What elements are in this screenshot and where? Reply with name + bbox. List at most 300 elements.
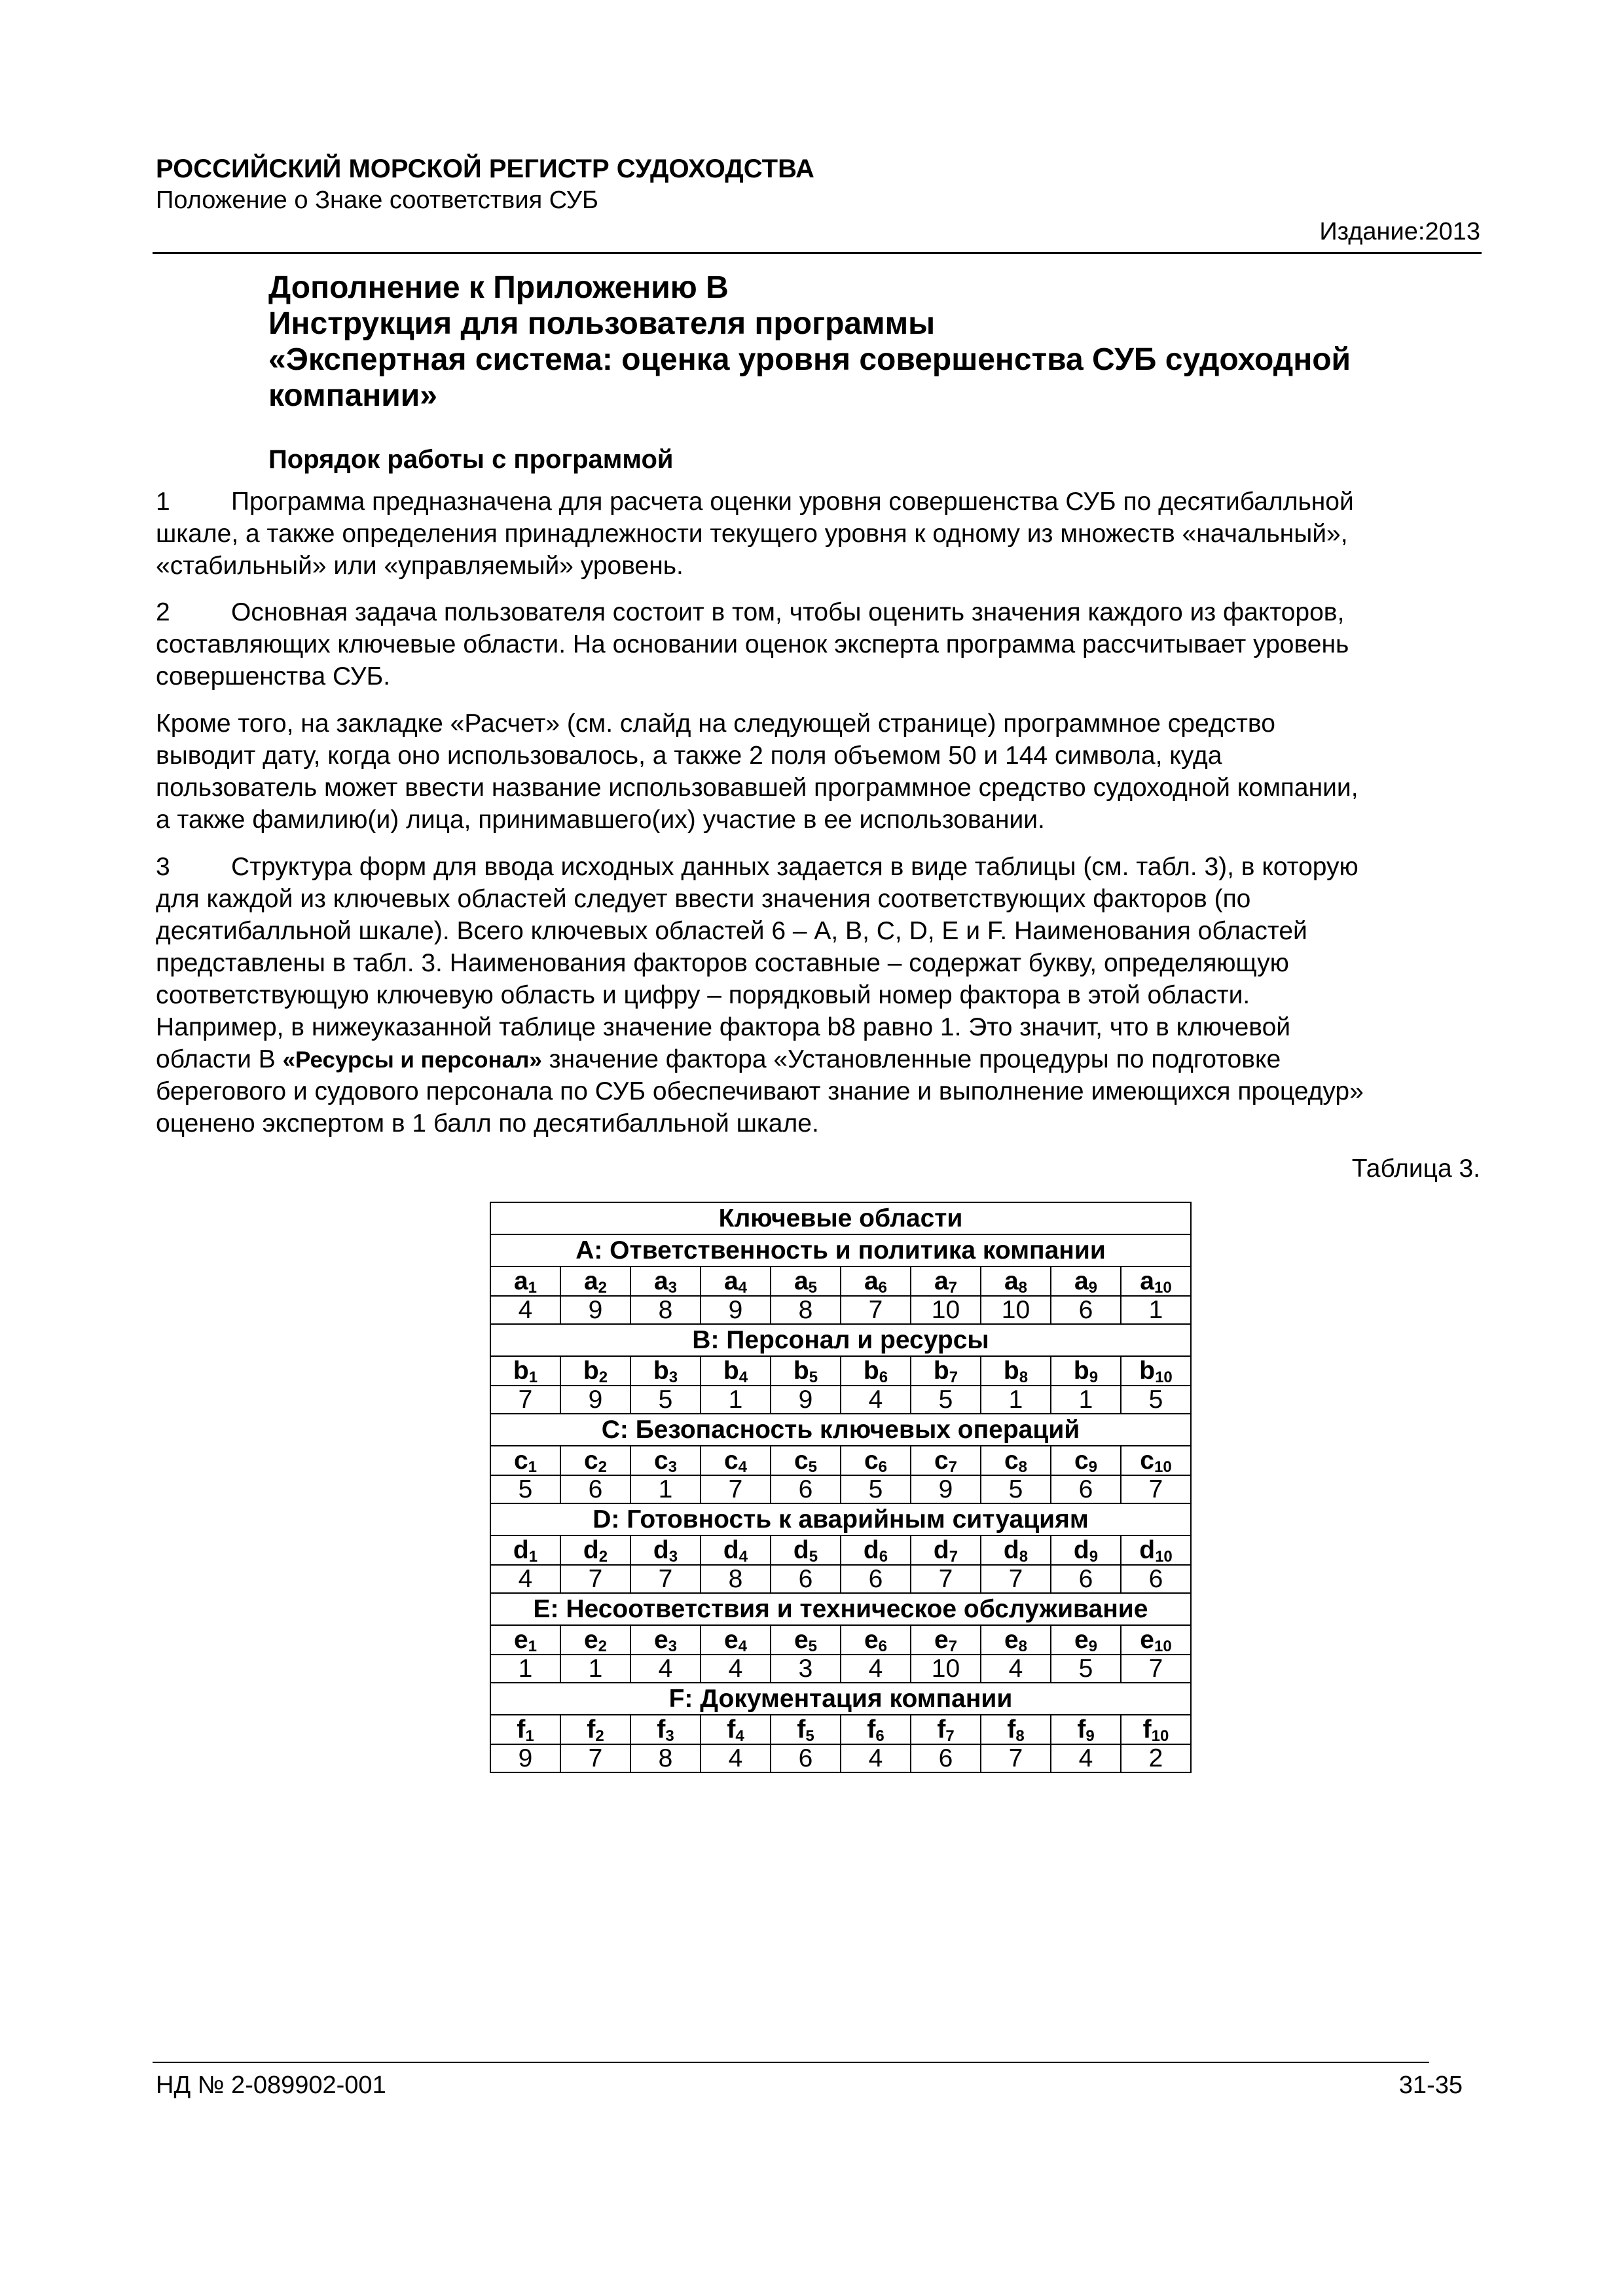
title-line: «Экспертная система: оценка уровня совершенства СУБ судоходной: [268, 342, 1351, 377]
paragraph-line: представлены в табл. 3. Наименования факторов составные – содержат букву, определяющую: [156, 949, 1289, 977]
factor-index: 8: [1018, 1458, 1028, 1476]
area-title: A: Ответственность и политика компании: [490, 1234, 1191, 1266]
factor-letter: b: [793, 1357, 809, 1385]
factor-index: 10: [1155, 1369, 1173, 1386]
factor-label: [981, 1446, 1051, 1475]
factor-letter: a: [653, 1267, 668, 1295]
factor-label: [630, 1535, 701, 1565]
factor-value-row: [490, 1565, 1191, 1593]
factor-letter: a: [1140, 1267, 1154, 1295]
factor-label: [771, 1535, 841, 1565]
factor-letter: e: [723, 1626, 739, 1654]
factor-label: [1051, 1446, 1121, 1475]
area-title: E: Несоответствия и техническое обслуживание: [490, 1593, 1191, 1625]
area-title: D: Готовность к аварийным ситуациям: [490, 1503, 1191, 1535]
factor-label: [1121, 1715, 1191, 1744]
factor-label: [841, 1356, 911, 1386]
factor-label: [490, 1715, 560, 1744]
factor-letter: b: [583, 1357, 599, 1385]
edition-label: Издание:2013: [1319, 218, 1480, 245]
factor-index: 3: [668, 1458, 678, 1476]
factor-label-row: [490, 1535, 1191, 1565]
area-title: C: Безопасность ключевых операций: [490, 1414, 1191, 1446]
title-line: компании»: [268, 378, 437, 413]
factor-label: [701, 1715, 771, 1744]
factor-index: 1: [528, 1279, 538, 1297]
factor-value: 6: [771, 1744, 841, 1772]
factor-index: 4: [738, 1458, 748, 1476]
table-caption: Таблица 3.: [1351, 1155, 1480, 1183]
paragraph-2: [156, 596, 1485, 692]
factor-index: 6: [875, 1727, 884, 1745]
paragraph-line: Например, в нижеуказанной таблице значение фактора b8 равно 1. Это значит, что в ключевой: [156, 1013, 1291, 1041]
paragraph-line: «стабильный» или «управляемый» уровень.: [156, 552, 684, 580]
factor-label: [1121, 1446, 1191, 1475]
factor-letter: e: [1004, 1626, 1019, 1654]
factor-index: 7: [948, 1458, 958, 1476]
factor-value: 4: [701, 1744, 771, 1772]
table-header-row: [490, 1202, 1191, 1234]
factor-label: [841, 1266, 911, 1296]
factor-label: [1051, 1356, 1121, 1386]
factor-value-row: [490, 1296, 1191, 1324]
factor-value: 7: [911, 1565, 981, 1593]
area-name-bold: «Ресурсы и персонал»: [282, 1047, 542, 1073]
factor-index: 6: [879, 1548, 888, 1566]
factor-value: 1: [630, 1475, 701, 1503]
factor-label: [981, 1625, 1051, 1655]
factor-index: 2: [598, 1279, 608, 1297]
factor-letter: c: [1074, 1446, 1089, 1475]
factor-value: 8: [630, 1296, 701, 1324]
paragraph-line: берегового и судового персонала по СУБ обеспечивают знание и выполнение имеющихся процедур»: [156, 1077, 1364, 1105]
factor-letter: a: [513, 1267, 528, 1295]
factor-index: 2: [598, 1458, 608, 1476]
factor-value: 5: [630, 1386, 701, 1414]
area-title: B: Персонал и ресурсы: [490, 1324, 1191, 1356]
factor-value: 7: [701, 1475, 771, 1503]
area-title-row: [490, 1414, 1191, 1446]
document-number: НД № 2-089902-001: [156, 2072, 386, 2099]
factor-value: 7: [981, 1744, 1051, 1772]
factor-value: 4: [981, 1655, 1051, 1683]
factor-index: 1: [528, 1548, 538, 1566]
factor-index: 1: [528, 1638, 538, 1655]
factor-label: [911, 1446, 981, 1475]
factor-value: 5: [1051, 1655, 1121, 1683]
factor-letter: a: [793, 1267, 809, 1295]
factor-label: [1051, 1715, 1121, 1744]
factor-label: [1121, 1266, 1191, 1296]
factor-letter: b: [723, 1357, 739, 1385]
title-line: Дополнение к Приложению В: [268, 270, 729, 305]
factor-label: [981, 1715, 1051, 1744]
factor-index: 7: [945, 1727, 955, 1745]
paragraph-line: Кроме того, на закладке «Расчет» (см. слайд на следующей странице) программное средство: [156, 709, 1275, 738]
factor-label: [1121, 1625, 1191, 1655]
factor-value: 4: [841, 1386, 911, 1414]
title-line: Инструкция для пользователя программы: [268, 306, 936, 341]
factor-label: [981, 1266, 1051, 1296]
factor-label: [560, 1446, 630, 1475]
factor-index: 7: [949, 1369, 958, 1386]
factor-letter: c: [793, 1446, 809, 1475]
factor-value-row: [490, 1744, 1191, 1772]
factor-index: 7: [949, 1548, 958, 1566]
factor-label: [490, 1356, 560, 1386]
factor-index: 9: [1089, 1369, 1099, 1386]
header-divider: [153, 252, 1482, 254]
paragraph-3: [156, 851, 1485, 1139]
factor-value: 6: [1051, 1565, 1121, 1593]
factor-letter: b: [513, 1357, 529, 1385]
factor-index: 8: [1018, 1279, 1028, 1297]
paragraph-line: пользователь может ввести название использовавшей программное средство судоходной компании,: [156, 774, 1359, 802]
paragraph-number: 3: [156, 853, 170, 881]
factor-label: [841, 1535, 911, 1565]
factor-index: 2: [598, 1369, 608, 1386]
factor-label-row: [490, 1356, 1191, 1386]
factor-label: [981, 1356, 1051, 1386]
document-title: [268, 270, 1480, 414]
factor-value: 1: [560, 1655, 630, 1683]
factor-letter: a: [1074, 1267, 1089, 1295]
factor-value: 9: [560, 1296, 630, 1324]
factor-index: 7: [948, 1279, 958, 1297]
factor-index: 5: [805, 1727, 814, 1745]
factor-letter: b: [1073, 1357, 1089, 1385]
factor-value: 7: [1121, 1655, 1191, 1683]
factor-label-row: [490, 1266, 1191, 1296]
factor-label: [1121, 1356, 1191, 1386]
factor-value: 4: [841, 1744, 911, 1772]
paragraph-2-continued: [156, 708, 1485, 836]
factor-value: 4: [490, 1296, 560, 1324]
factor-letter: f: [937, 1715, 946, 1744]
factor-index: 6: [878, 1279, 888, 1297]
factor-letter: f: [657, 1715, 666, 1744]
factor-letter: d: [653, 1536, 669, 1564]
area-title-row: [490, 1324, 1191, 1356]
factor-value: 7: [560, 1744, 630, 1772]
factor-label-row: [490, 1715, 1191, 1744]
factor-value: 3: [771, 1655, 841, 1683]
factor-value: 7: [841, 1296, 911, 1324]
factor-value: 4: [701, 1655, 771, 1683]
factor-value: 6: [1121, 1565, 1191, 1593]
factor-value: 4: [490, 1565, 560, 1593]
factor-letter: d: [1073, 1536, 1089, 1564]
factor-letter: b: [1003, 1357, 1019, 1385]
factor-letter: f: [1007, 1715, 1016, 1744]
factor-index: 8: [1018, 1638, 1028, 1655]
factor-index: 3: [668, 1369, 678, 1386]
factor-index: 5: [808, 1458, 818, 1476]
paragraph-line: [156, 1043, 1485, 1075]
document-subtitle: Положение о Знаке соответствия СУБ: [156, 187, 598, 214]
factor-label: [560, 1266, 630, 1296]
factor-value: 5: [841, 1475, 911, 1503]
paragraph-line: Программа предназначена для расчета оценки уровня совершенства СУБ по десятибалльной: [231, 488, 1354, 516]
factor-index: 2: [598, 1548, 608, 1566]
factor-value: 1: [490, 1655, 560, 1683]
factor-letter: e: [793, 1626, 809, 1654]
factor-index: 10: [1151, 1727, 1169, 1745]
factor-value: 10: [981, 1296, 1051, 1324]
factor-label: [560, 1356, 630, 1386]
factor-letter: f: [1077, 1715, 1086, 1744]
factor-index: 3: [665, 1727, 674, 1745]
factor-index: 4: [739, 1548, 748, 1566]
factor-value: 10: [911, 1655, 981, 1683]
inline-text: значение фактора «Установленные процедуры по подготовке: [541, 1045, 1281, 1073]
factor-letter: e: [864, 1626, 879, 1654]
paragraph-line: для каждой из ключевых областей следует ввести значения соответствующих факторов (по: [156, 885, 1251, 913]
factor-letter: f: [1142, 1715, 1152, 1744]
factor-letter: a: [723, 1267, 739, 1295]
factor-value: 7: [1121, 1475, 1191, 1503]
paragraph-line: шкале, а также определения принадлежности текущего уровня к одному из множеств «начальный»,: [156, 520, 1348, 548]
factor-label: [841, 1625, 911, 1655]
paragraph-line: соответствующую ключевую область и цифру – порядковый номер фактора в этой области.: [156, 981, 1250, 1009]
factor-value: 7: [630, 1565, 701, 1593]
factor-letter: a: [583, 1267, 598, 1295]
factor-index: 3: [668, 1279, 678, 1297]
factor-index: 6: [879, 1369, 888, 1386]
factor-value: 1: [701, 1386, 771, 1414]
factor-index: 6: [878, 1458, 888, 1476]
factor-letter: d: [933, 1536, 949, 1564]
factor-label: [771, 1625, 841, 1655]
area-title: F: Документация компании: [490, 1683, 1191, 1715]
factor-label: [630, 1625, 701, 1655]
factor-letter: d: [1003, 1536, 1019, 1564]
factor-letter: e: [1074, 1626, 1089, 1654]
factor-index: 10: [1154, 1279, 1172, 1297]
factor-label: [630, 1356, 701, 1386]
factor-index: 4: [735, 1727, 744, 1745]
factor-value: 6: [911, 1744, 981, 1772]
factor-letter: a: [864, 1267, 879, 1295]
factor-letter: f: [867, 1715, 876, 1744]
factor-value: 4: [1051, 1744, 1121, 1772]
area-title-row: [490, 1234, 1191, 1266]
factor-letter: e: [1140, 1626, 1154, 1654]
factor-value-row: [490, 1475, 1191, 1503]
factor-label: [701, 1446, 771, 1475]
area-title-row: [490, 1593, 1191, 1625]
area-title-row: [490, 1683, 1191, 1715]
factor-index: 1: [528, 1369, 538, 1386]
factor-index: 8: [1019, 1548, 1029, 1566]
factor-letter: e: [583, 1626, 598, 1654]
factor-label: [1051, 1535, 1121, 1565]
factor-label: [981, 1535, 1051, 1565]
factor-value: 9: [701, 1296, 771, 1324]
factor-label: [701, 1356, 771, 1386]
factor-label: [771, 1715, 841, 1744]
factor-value: 5: [1121, 1386, 1191, 1414]
factor-label: [911, 1266, 981, 1296]
factor-value: 5: [911, 1386, 981, 1414]
factor-index: 9: [1089, 1548, 1099, 1566]
paragraph-number: 2: [156, 598, 170, 626]
paragraph-line: Основная задача пользователя состоит в том, чтобы оценить значения каждого из факторов,: [231, 598, 1345, 626]
factor-label-row: [490, 1446, 1191, 1475]
factor-label: [490, 1446, 560, 1475]
factor-label: [911, 1356, 981, 1386]
factor-index: 3: [668, 1548, 678, 1566]
factor-letter: b: [863, 1357, 879, 1385]
factor-letter: d: [723, 1536, 739, 1564]
factor-letter: d: [793, 1536, 809, 1564]
factor-value: 6: [560, 1475, 630, 1503]
paragraph-line: составляющих ключевые области. На основании оценок эксперта программа рассчитывает уровень: [156, 630, 1349, 658]
factor-label: [560, 1535, 630, 1565]
paragraph-line: выводит дату, когда оно использовалось, а также 2 поля объемом 50 и 144 символа, куда: [156, 742, 1222, 770]
factor-value: 6: [1051, 1475, 1121, 1503]
factor-letter: e: [513, 1626, 528, 1654]
factor-letter: c: [1140, 1446, 1154, 1475]
factor-value: 9: [911, 1475, 981, 1503]
factor-letter: b: [933, 1357, 949, 1385]
factor-value: 6: [771, 1565, 841, 1593]
paragraph-line: Структура форм для ввода исходных данных задается в виде таблицы (см. табл. 3), в которую: [231, 853, 1359, 881]
factor-letter: f: [797, 1715, 806, 1744]
factor-label: [771, 1446, 841, 1475]
factor-label: [911, 1715, 981, 1744]
section-heading: Порядок работы с программой: [268, 445, 674, 474]
factor-value: 4: [841, 1655, 911, 1683]
factor-index: 2: [595, 1727, 604, 1745]
footer-divider: [153, 2062, 1429, 2063]
factor-index: 10: [1154, 1458, 1172, 1476]
factor-letter: c: [513, 1446, 528, 1475]
factor-value: 8: [701, 1565, 771, 1593]
factor-label: [630, 1446, 701, 1475]
factor-value: 6: [771, 1475, 841, 1503]
factor-value: 9: [560, 1386, 630, 1414]
factor-value: 8: [630, 1744, 701, 1772]
factor-index: 1: [528, 1458, 538, 1476]
factor-value: 6: [841, 1565, 911, 1593]
factor-value: 5: [981, 1475, 1051, 1503]
factor-value: 7: [981, 1565, 1051, 1593]
factor-letter: a: [934, 1267, 949, 1295]
paragraph-line: оценено экспертом в 1 балл по десятибалльной шкале.: [156, 1109, 819, 1138]
factor-letter: f: [587, 1715, 596, 1744]
factor-letter: d: [863, 1536, 879, 1564]
factor-value-row: [490, 1386, 1191, 1414]
factor-index: 5: [808, 1279, 818, 1297]
factor-letter: c: [934, 1446, 949, 1475]
factor-label: [490, 1535, 560, 1565]
factor-index: 9: [1088, 1458, 1098, 1476]
factor-label-row: [490, 1625, 1191, 1655]
factor-label: [1051, 1266, 1121, 1296]
factor-value: 2: [1121, 1744, 1191, 1772]
factor-index: 1: [525, 1727, 534, 1745]
factor-letter: c: [583, 1446, 598, 1475]
factor-index: 9: [1085, 1727, 1095, 1745]
factor-index: 9: [1088, 1638, 1098, 1655]
factor-label: [630, 1266, 701, 1296]
factor-value: 7: [560, 1565, 630, 1593]
paragraph-line: а также фамилию(и) лица, принимавшего(их) участие в ее использовании.: [156, 806, 1045, 834]
factor-label: [771, 1356, 841, 1386]
factor-value: 4: [630, 1655, 701, 1683]
factor-value: 1: [1121, 1296, 1191, 1324]
factor-index: 10: [1155, 1548, 1173, 1566]
factor-label: [630, 1715, 701, 1744]
factor-letter: d: [513, 1536, 529, 1564]
factor-value: 9: [490, 1744, 560, 1772]
factor-label: [490, 1625, 560, 1655]
factor-letter: b: [653, 1357, 669, 1385]
factor-label: [1121, 1535, 1191, 1565]
factor-label: [560, 1715, 630, 1744]
factor-letter: c: [864, 1446, 879, 1475]
factor-index: 8: [1019, 1369, 1029, 1386]
factor-value: 10: [911, 1296, 981, 1324]
factor-letter: a: [1004, 1267, 1019, 1295]
factor-letter: d: [583, 1536, 599, 1564]
factor-value: 1: [1051, 1386, 1121, 1414]
factor-letter: f: [517, 1715, 526, 1744]
factor-index: 4: [739, 1369, 748, 1386]
factor-label: [911, 1625, 981, 1655]
factor-index: 6: [878, 1638, 888, 1655]
factor-letter: d: [1139, 1536, 1156, 1564]
factor-value: 9: [771, 1386, 841, 1414]
factor-label: [701, 1266, 771, 1296]
page-number: 31-35: [1398, 2072, 1463, 2099]
factor-letter: c: [723, 1446, 739, 1475]
organization-name: РОССИЙСКИЙ МОРСКОЙ РЕГИСТР СУДОХОДСТВА: [156, 154, 814, 183]
factor-letter: b: [1139, 1357, 1156, 1385]
factor-index: 5: [808, 1638, 818, 1655]
paragraph-1: [156, 486, 1485, 582]
table-header: Ключевые области: [490, 1202, 1191, 1234]
factor-index: 8: [1015, 1727, 1025, 1745]
factor-letter: e: [934, 1626, 949, 1654]
factor-index: 10: [1154, 1638, 1172, 1655]
factor-value: 7: [490, 1386, 560, 1414]
factor-label: [490, 1266, 560, 1296]
factor-value: 1: [981, 1386, 1051, 1414]
paragraph-number: 1: [156, 488, 170, 516]
factor-index: 4: [738, 1279, 748, 1297]
factor-index: 4: [738, 1638, 748, 1655]
paragraph-line: десятибалльной шкале). Всего ключевых областей 6 – A, B, C, D, E и F. Наименования областей: [156, 917, 1307, 945]
factor-label: [560, 1625, 630, 1655]
factor-label: [841, 1715, 911, 1744]
factor-label: [771, 1266, 841, 1296]
factor-index: 5: [809, 1369, 818, 1386]
key-areas-table: [490, 1202, 1192, 1773]
factor-letter: c: [653, 1446, 668, 1475]
factor-letter: e: [653, 1626, 668, 1654]
factor-label: [911, 1535, 981, 1565]
factor-label: [701, 1535, 771, 1565]
factor-value-row: [490, 1655, 1191, 1683]
factor-letter: f: [727, 1715, 736, 1744]
factor-index: 5: [809, 1548, 818, 1566]
factor-label: [1051, 1625, 1121, 1655]
factor-value: 8: [771, 1296, 841, 1324]
key-areas-table-body: [490, 1202, 1191, 1772]
factor-value: 5: [490, 1475, 560, 1503]
